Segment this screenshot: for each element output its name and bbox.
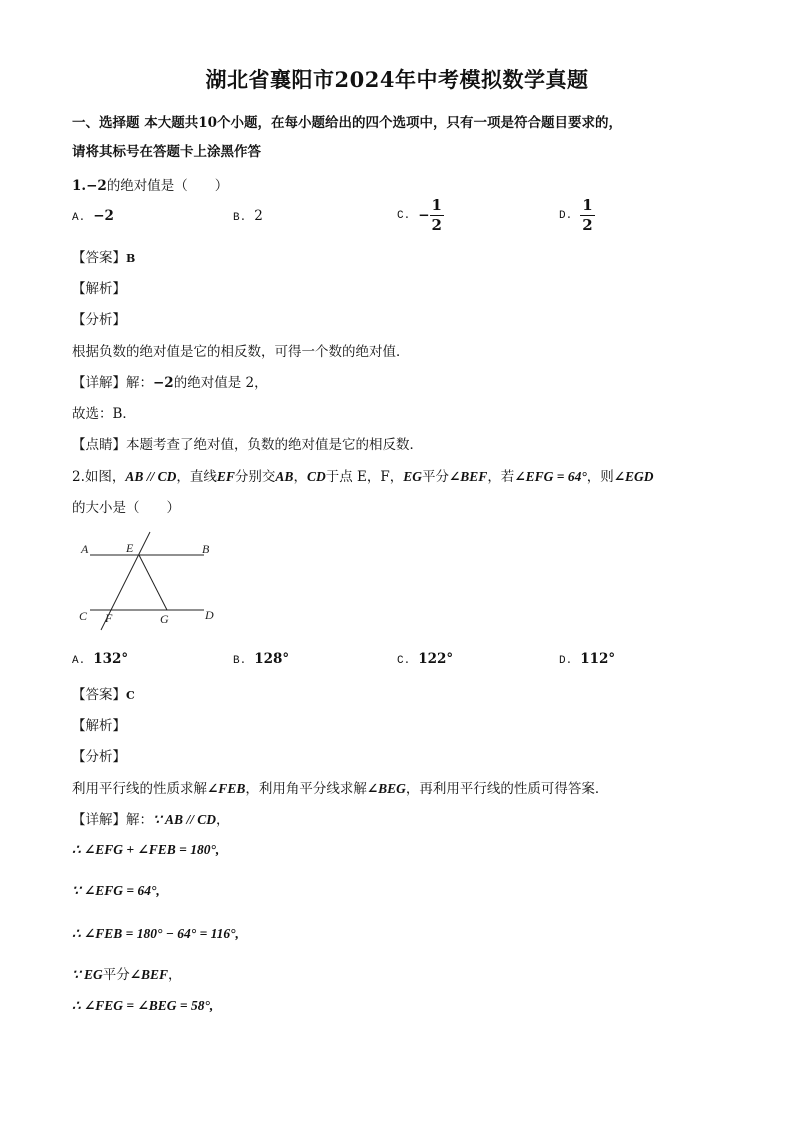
q1-choose: 故选：B． (72, 406, 136, 422)
option-value: 132° (93, 651, 129, 667)
q2-step-1: ∴ ∠EFG + ∠FEB = 180°, (72, 842, 220, 857)
stem-text: 平分 (421, 469, 449, 485)
q2-answer (72, 683, 135, 703)
section-heading-line-1: 一、选择题 本大题共10个小题，在每小题给出的四个选项中，只有一项是符合题目要求的， (72, 115, 622, 131)
fraction-numerator: 1 (582, 196, 593, 214)
q1-option-c (397, 198, 444, 233)
q2-stem-line-1 (72, 465, 654, 485)
section-heading-line-2: 请将其标号在答题卡上涂黑作答 (72, 144, 261, 160)
fraction-denominator: 2 (431, 216, 442, 234)
label-g: G (160, 612, 169, 626)
detail-text: 的绝对值是 2， (173, 375, 268, 391)
answer-value: B (126, 252, 136, 265)
fraction (580, 198, 594, 233)
q1-analysis-tag: 【解析】 (72, 281, 126, 297)
detail-tag: 【详解】 (72, 812, 126, 828)
fraction (430, 198, 444, 233)
q2-option-c (397, 651, 453, 667)
detail-text: 解： (126, 812, 153, 828)
detail-text: ， (215, 812, 230, 828)
q2-step-4 (72, 963, 182, 983)
step-math: ∵ EG (72, 967, 103, 982)
fenxi-math: ∠FEB (207, 781, 246, 796)
answer-value: C (126, 689, 135, 702)
q1-option-d (559, 198, 595, 233)
option-label: A. (72, 212, 86, 224)
q2-stem-line-2: 的大小是（ ） (72, 500, 180, 516)
q1-fenxi-text: 根据负数的绝对值是它的相反数，可得一个数的绝对值． (72, 344, 410, 360)
detail-text: 解： (126, 375, 153, 391)
fraction-numerator: 1 (431, 196, 442, 214)
stem-math: EG (403, 469, 422, 484)
label-e: E (126, 541, 134, 555)
option-label: C. (397, 209, 411, 222)
option-value: 112° (580, 651, 616, 667)
step-text: ， (168, 967, 182, 983)
stem-text: ，若 (487, 469, 515, 485)
line-eg (139, 555, 167, 610)
stem-text: 分别交 (234, 469, 276, 485)
option-value: 122° (418, 651, 454, 667)
option-value: 2 (254, 208, 263, 224)
option-sign: − (418, 207, 430, 224)
fenxi-text: 利用平行线的性质求解 (72, 781, 207, 797)
step-math: ∠BEF (129, 967, 169, 982)
q2-fenxi-tag: 【分析】 (72, 749, 126, 765)
q2-option-b (233, 651, 289, 667)
stem-math: ∠BEF (448, 469, 488, 484)
answer-tag: 【答案】 (72, 687, 126, 703)
answer-tag: 【答案】 (72, 250, 126, 266)
option-label: B. (233, 212, 247, 224)
stem-text: 于点 E，F， (325, 469, 404, 485)
stem-math: AB (275, 469, 294, 484)
q2-step-5: ∴ ∠FEG = ∠BEG = 58°, (72, 998, 214, 1013)
fenxi-text: ，利用角平分线求解 (245, 781, 367, 797)
stem-text: 2.如图， (72, 469, 126, 485)
stem-math: CD (306, 469, 326, 484)
geometry-diagram (72, 530, 232, 640)
stem-math: ∠EGD (613, 469, 654, 484)
q2-fenxi-text (72, 777, 608, 797)
fraction-denominator: 2 (582, 216, 593, 234)
q2-option-a (72, 651, 128, 667)
option-value: −2 (93, 208, 114, 224)
option-label: D. (559, 655, 573, 667)
q1-answer (72, 246, 135, 266)
label-c: C (79, 609, 88, 623)
q1-option-a (72, 208, 114, 224)
label-d: D (205, 608, 214, 622)
comment-text: 本题考查了绝对值，负数的绝对值是它的相反数． (126, 437, 423, 453)
label-f: F (105, 611, 113, 625)
q2-detail (72, 808, 229, 828)
comment-tag: 【点睛】 (72, 437, 126, 453)
q1-stem-math: −2 (86, 178, 107, 194)
fenxi-text: ，再利用平行线的性质可得答案． (405, 781, 609, 797)
option-label: C. (397, 655, 411, 667)
q1-detail (72, 371, 268, 391)
step-text: 平分 (102, 967, 130, 983)
option-label: D. (559, 209, 573, 222)
stem-math: ∠EFG = 64° (514, 469, 587, 484)
page-title: 湖北省襄阳市2024年中考模拟数学真题 (205, 67, 589, 92)
q2-step-3: ∴ ∠FEB = 180° − 64° = 116°, (72, 926, 239, 941)
q1-option-b (233, 208, 263, 224)
option-label: B. (233, 655, 247, 667)
q2-option-d (559, 651, 615, 667)
q2-step-2: ∵ ∠EFG = 64°, (72, 883, 160, 898)
detail-math: −2 (153, 375, 174, 391)
fenxi-math: ∠BEG (366, 781, 406, 796)
q1-comment (72, 433, 423, 453)
stem-text: ，直线 (176, 469, 217, 485)
stem-math: AB // CD (125, 469, 177, 484)
stem-text: ， (293, 469, 307, 485)
q1-stem (72, 174, 228, 194)
stem-text: ，则 (586, 469, 614, 485)
q1-stem-text: 的绝对值是（ ） (106, 178, 229, 194)
label-a: A (81, 542, 89, 556)
q2-analysis-tag: 【解析】 (72, 718, 126, 734)
q1-number: 1. (72, 178, 87, 194)
detail-math: ∵ AB // CD (153, 812, 216, 827)
option-value: 128° (254, 651, 290, 667)
option-label: A. (72, 655, 86, 667)
q1-fenxi-tag: 【分析】 (72, 312, 126, 328)
detail-tag: 【详解】 (72, 375, 126, 391)
stem-math: EF (216, 469, 235, 484)
label-b: B (202, 542, 210, 556)
